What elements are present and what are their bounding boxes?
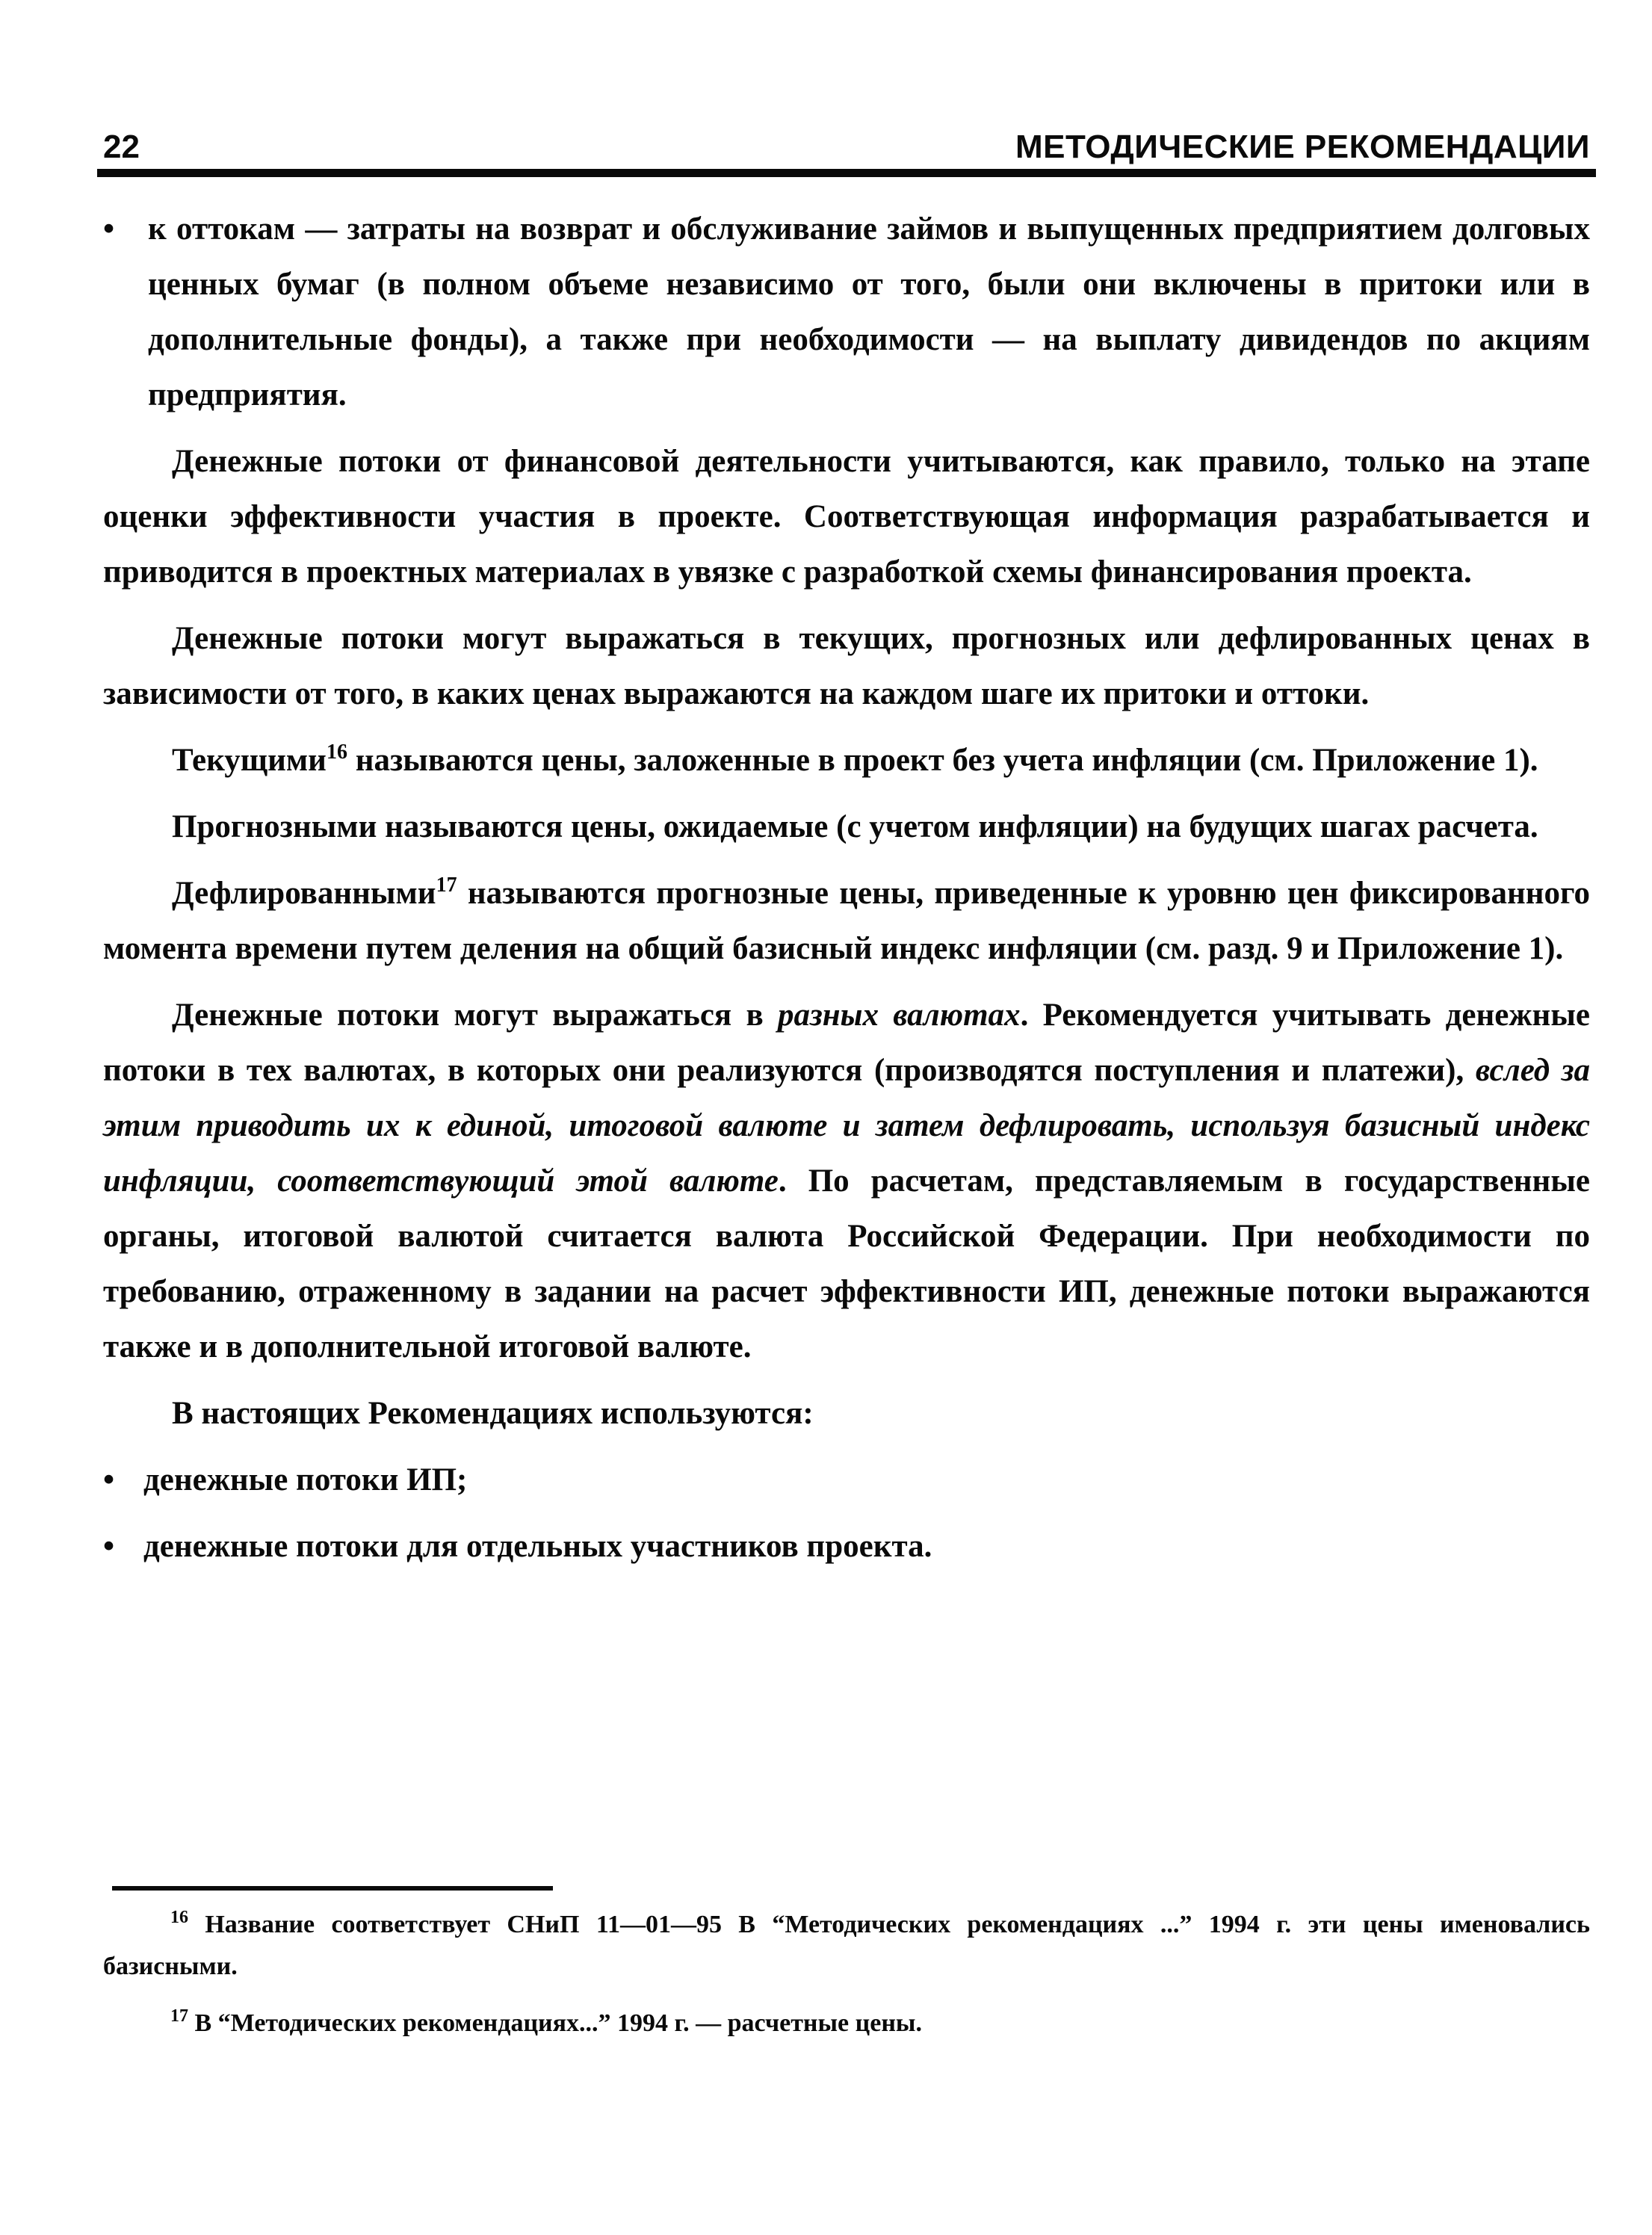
paragraph-financial: Денежные потоки от финансовой деятельности учитываются, как правило, только на этапе оценки эффективности участия в проекте. Соответствующая информация разрабатывается и приводится в проектных материалах в увязке с разработкой схемы финансирования проекта. [103, 444, 1590, 590]
term-forecast: прогнозных [951, 621, 1126, 656]
page-header [103, 126, 1590, 173]
footnote-number: 17 [170, 2006, 188, 2026]
bullet-outflows [103, 202, 1590, 423]
emphasis-conversion: вслед за этим приводить их к единой, итоговой валюте и затем дефлировать, используя базисный индекс инфляции, соответствующий этой валюте [103, 1053, 1590, 1199]
emphasis-different-currencies: разных валютах [777, 998, 1021, 1033]
footnote-16 [103, 1904, 1590, 1988]
bullet-participant-flows [103, 1519, 1590, 1574]
text-span: . Рекомендуется учитывать денежные потоки в тех валютах, в которых они реализуются (производятся поступления и платежи), [103, 998, 1590, 1088]
bullet-icon: • [103, 1462, 115, 1497]
paragraph-used: В настоящих Рекомендациях используются: [172, 1396, 814, 1431]
paragraph-prices [103, 611, 1590, 722]
text-span: Денежные потоки могут выражаться в [172, 998, 778, 1033]
paragraph-currencies [103, 988, 1590, 1375]
bullet-text: денежные потоки для отдельных участников проекта. [143, 1529, 932, 1564]
term-current: текущих [799, 621, 925, 656]
text-span: называются прогнозные цены, приведенные к уровню цен фиксированного момента времени путем деления на общий базисный индекс инфляции (см. разд. 9 и Приложение 1). [103, 876, 1590, 966]
footnote-number: 16 [170, 1908, 188, 1927]
text-span: Денежные потоки могут выражаться в [172, 621, 799, 656]
bullet-project-flows [103, 1453, 1590, 1508]
text-span: или [1125, 621, 1219, 656]
footnote-ref-16[interactable]: 16 [326, 741, 347, 764]
term-forecast-def: Прогнозными [172, 809, 377, 844]
footnotes [103, 1904, 1590, 2059]
footnote-separator [112, 1886, 553, 1891]
term-deflated: дефлированных [1218, 621, 1453, 656]
term-current-def: Текущими [172, 743, 327, 778]
text-span: , [924, 621, 952, 656]
term-with-account: с учетом [847, 809, 971, 844]
footnote-text: В “Методических рекомендациях...” 1994 г. — расчетные цены. [188, 2009, 922, 2037]
text-span: ценах в зависимости от того, в каких ценах выражаются на каждом шаге их притоки и оттоки. [103, 621, 1591, 711]
paragraph-forecast [103, 800, 1590, 855]
bullet-text: денежные потоки ИП; [143, 1462, 468, 1497]
text-span: . По расчетам, представляемым в государственные органы, итоговой валютой считается валюта Российской Федерации. При необходимости по требованию, отраженному в задании на расчет эффективности ИП, денежные потоки выражаются также и в дополнительной итоговой валюте. [103, 1163, 1590, 1364]
text-span: ) на будущих шагах расчета. [1127, 809, 1538, 844]
footnote-17 [103, 2003, 1590, 2044]
footnote-ref-17[interactable]: 17 [436, 874, 457, 897]
bullet-icon: • [103, 1529, 115, 1564]
term-deflated-def: Дефлированными [172, 876, 436, 911]
paragraph-current [103, 733, 1590, 788]
text-span: называются цены, ожидаемые ( [377, 809, 847, 844]
bullet-outflows-text: — затраты на возврат и обслуживание займов и выпущенных предприятием долговых ценных бумаг (в полном объеме независимо от того, были они включены в притоки или в дополнительные фонды), а также при необходимости — на выплату дивидендов по акциям предприятия. [148, 211, 1590, 412]
bullet-icon: • [103, 211, 115, 247]
text-span [971, 809, 979, 844]
term-outflows: к оттокам [148, 211, 296, 247]
paragraph-deflated [103, 866, 1590, 977]
term-inflation: инфляции [978, 809, 1128, 844]
running-title: МЕТОДИЧЕСКИЕ РЕКОМЕНДАЦИИ [1015, 129, 1590, 165]
footnote-text: Название соответствует СНиП 11—01—95 В “Методических рекомендациях ...” 1994 г. эти цены именовались базисными. [103, 1911, 1590, 1980]
header-rule [97, 169, 1596, 177]
body-text [103, 202, 1590, 1586]
page-number: 22 [103, 129, 140, 165]
text-span: называются цены, заложенные в проект без учета инфляции (см. Приложение 1). [347, 743, 1538, 778]
